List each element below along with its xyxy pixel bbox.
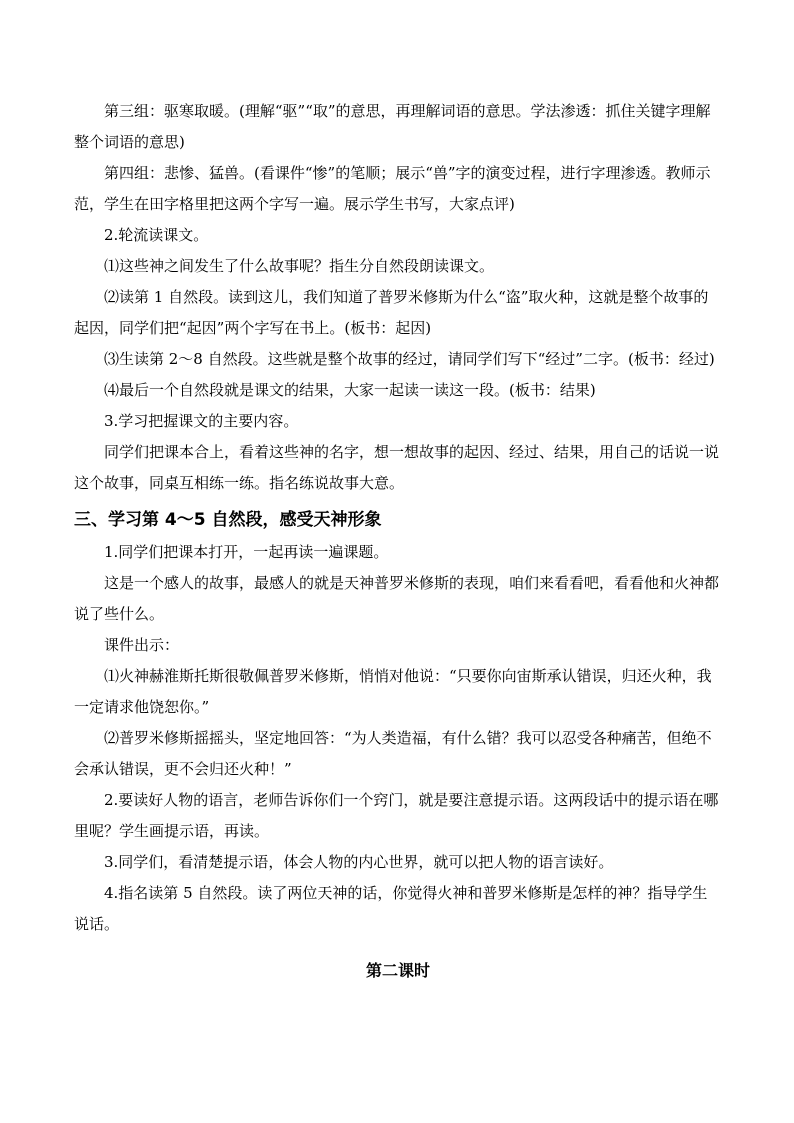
paragraph: ⑵读第 1 自然段。读到这儿，我们知道了普罗米修斯为什么“盗”取火种，这就是整个故事的起因，同学们把“起因”两个字写在书上。(板书：起因)	[74, 288, 709, 337]
paragraph: 4.指名读第 5 自然段。读了两位天神的话，你觉得火神和普罗米修斯是怎样的神？指导学生说话。	[74, 884, 708, 933]
paragraph: 第三组：驱寒取暖。(理解“驱”“取”的意思，再理解词语的意思。学法渗透：抓住关键字理解整个词语的意思)	[74, 102, 711, 151]
paragraph: ⑴这些神之间发生了什么故事呢？指生分自然段朗读课文。	[104, 257, 495, 275]
paragraph: 2.要读好人物的语言，老师告诉你们一个窍门，就是要注意提示语。这两段话中的提示语在哪里呢？学生画提示语，再读。	[74, 791, 719, 840]
paragraph: 这是一个感人的故事，最感人的就是天神普罗米修斯的表现，咱们来看看吧，看看他和火神都说了些什么。	[74, 574, 720, 623]
paragraph: 3.同学们，看清楚提示语，体会人物的内心世界，就可以把人物的语言读好。	[104, 853, 614, 871]
paragraph: ⑴火神赫淮斯托斯很敬佩普罗米修斯，悄悄对他说：“只要你向宙斯承认错误，归还火种，我一定请求他饶恕你。”	[74, 667, 712, 716]
paragraph: 1.同学们把课本打开，一起再读一遍课题。	[104, 543, 389, 561]
paragraph: ⑷最后一个自然段就是课文的结果，大家一起读一读这一段。(板书：结果)	[104, 381, 596, 399]
section-heading: 三、学习第 4～5 自然段，感受天神形象	[74, 510, 382, 530]
paragraph: 同学们把课本合上，看着这些神的名字，想一想故事的起因、经过、结果，用自己的话说一说这个故事，同桌互相练一练。指名练说故事大意。	[74, 443, 720, 492]
lesson-title: 第二课时	[365, 961, 430, 980]
paragraph: 课件出示：	[104, 636, 180, 654]
paragraph: 2.轮流读课文。	[104, 226, 209, 244]
paragraph: 第四组：悲惨、猛兽。(看课件“惨”的笔顺；展示“兽”字的演变过程，进行字理渗透。教师示范，学生在田字格里把这两个字写一遍。展示学生书写，大家点评)	[74, 164, 711, 213]
paragraph: ⑵普罗米修斯摇摇头，坚定地回答：“为人类造福，有什么错？我可以忍受各种痛苦，但绝不会承认错误，更不会归还火种！”	[74, 729, 712, 778]
document-page	[74, 96, 722, 988]
paragraph: 3.学习把握课文的主要内容。	[104, 412, 299, 430]
paragraph: ⑶生读第 2～8 自然段。这些就是整个故事的经过，请同学们写下“经过”二字。(板书：经过)	[104, 350, 715, 368]
